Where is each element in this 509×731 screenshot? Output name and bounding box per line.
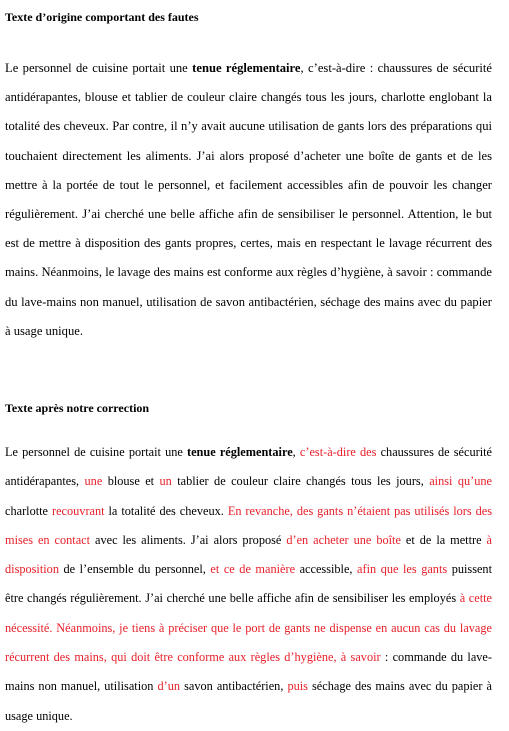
correction-text: d’en acheter une boîte	[286, 532, 401, 547]
text-segment: charlotte	[5, 503, 52, 518]
bold-term: tenue réglementaire	[186, 445, 293, 459]
text-segment: tablier de couleur claire changés tous les jours,	[171, 474, 430, 489]
text-segment: Le personnel de cuisine portait une	[5, 445, 187, 459]
text-segment: avec les aliments. J’ai alors proposé	[90, 532, 287, 547]
correction-text: un	[159, 474, 172, 489]
correction-text: afin que les gants	[357, 562, 448, 577]
text-segment: séchage des mains avec du papier à usage unique.	[5, 679, 492, 723]
original-text-heading: Texte d’origine comportant des fautes	[5, 10, 199, 24]
text-segment: Le personnel de cuisine portait une	[5, 61, 193, 75]
correction-text: c’est-à-dire des	[299, 445, 377, 459]
text-segment: et de la mettre	[400, 532, 487, 547]
text-segment: puissent être changés régulièrement. J’ai cherché une belle affiche afin de sensibiliser les employés	[5, 562, 493, 606]
text-segment: savon antibactérien,	[180, 679, 288, 694]
text-segment: : commande du lave-mains non manuel, utilisation	[5, 650, 492, 694]
correction-text: d’un	[157, 679, 181, 694]
corrected-text-paragraph	[5, 438, 492, 731]
text-segment: chaussures de sécurité antidérapantes,	[5, 445, 493, 489]
original-text-paragraph	[5, 54, 492, 346]
text-segment: blouse et	[102, 474, 160, 489]
corrected-text-heading: Texte après notre correction	[5, 401, 150, 415]
text-segment: accessible,	[295, 562, 358, 577]
correction-text: ainsi qu’une	[429, 474, 492, 489]
correction-text: En revanche, des gants n’étaient pas utilisés lors des mises en contact	[5, 503, 493, 547]
correction-text: à cette nécessité. Néanmoins, je tiens à préciser que le port de gants ne dispense en aucun cas du lavage récurrent des mains, qui doit être conforme aux règles d’hygiène, à savoir	[5, 591, 492, 665]
correction-text: recouvrant	[51, 503, 105, 518]
correction-text: et ce de manière	[210, 562, 296, 577]
text-segment: ,	[292, 445, 300, 459]
text-segment: , c’est-à-dire : chaussures de sécurité antidérapantes, blouse et tablier de couleur claire changés tous les jours, charlotte englobant la totalité des cheveux. Par contre, il n’y avait aucune utilisation de gants lors des préparations qui touchaient directement les aliments. J’ai alors proposé d’acheter une boîte de gants et de les mettre à la portée de tout le personnel, et facilement accessibles afin de pouvoir les changer régulièrement. J’ai cherché une belle affiche afin de sensibiliser le personnel. Attention, le but est de mettre à disposition des gants propres, certes, mais en respectant le lavage récurrent des mains. Néanmoins, le lavage des mains est conforme aux règles d’hygiène, à savoir : commande du lave-mains non manuel, utilisation de savon antibactérien, séchage des mains avec du papier à usage unique.	[5, 61, 493, 338]
text-segment: la totalité des cheveux.	[104, 503, 228, 518]
text-segment: de l’ensemble du personnel,	[58, 562, 211, 577]
bold-term: tenue réglementaire	[192, 61, 301, 75]
correction-text: puis	[287, 679, 308, 694]
correction-text: à disposition	[5, 532, 492, 577]
correction-text: une	[84, 474, 103, 489]
